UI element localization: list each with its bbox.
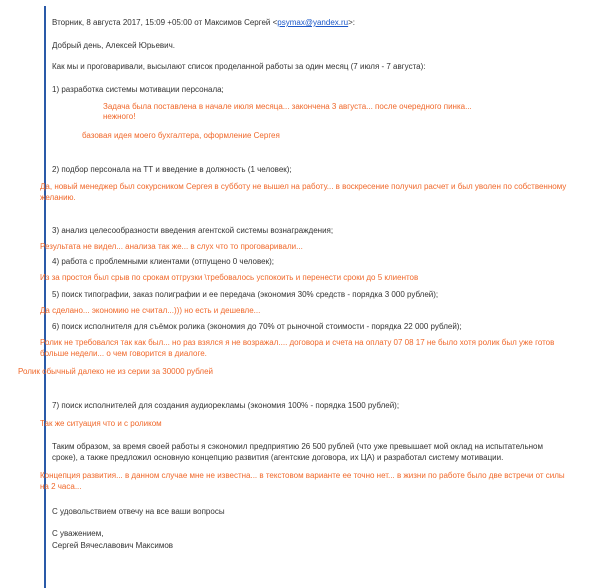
list-item-6: 6) поиск исполнителя для съёмок ролика (экономия до 70% от рыночной стоимости - порядка 22 000 рублей); [52,322,462,331]
list-item-5: 5) поиск типографии, заказ полиграфии и ее передача (экономия 30% средств - порядка 3 000 рублей); [52,290,439,299]
reply-item-6: Ролик не требовался так как был... но раз взялся я не возражал.... договора и счета на оплату 07 08 17 не было хотя ролик был уже готов больше недели... о чем говорится в диалоге. [40,338,555,358]
header-prefix: Вторник, 8 августа 2017, 15:09 +05:00 от Максимов Сергей < [52,18,278,27]
reply-item-1-line-2: нежного! [103,112,136,121]
signature-name: Сергей Вячеславович Максимов [52,541,174,550]
reply-item-1-line-3: базовая идея моего бухгалтера, оформление Сергея [82,131,280,140]
email-header [52,17,355,28]
inner-quote-bar [44,289,46,301]
reply-item-3: Результата не видел... анализа так же... в слух что то проговаривали... [40,242,303,251]
header-suffix: >: [348,18,356,27]
inner-quote-bar [44,437,46,467]
inner-quote-bar [44,321,46,333]
inner-quote-bar [44,164,46,176]
intro-text: Как мы и проговаривали, высылают список проделанной работы за один месяц (7 июля - 7 августа): [52,62,426,71]
reply-item-4: Из за простоя был срыв по срокам отгрузки \требовалось успокоить и перенести сроки до 5 клиентов [40,273,419,282]
summary-reply: Концепция развития... в данном случае мне не известна... в текстовом варианте ее точно нет... в жизни по работе было две встречи от силы на 2 часа... [40,471,565,491]
sender-email-link[interactable]: psymax@yandex.ru [277,18,349,27]
inner-quote-bar [44,225,46,237]
reply-item-2: Да, новый менеджер был сокурсником Сергея в субботу не вышел на работу... в воскресение получил расчет и был уволен по собственному желанию. [40,182,567,202]
greeting: Добрый день, Алексей Юрьевич. [52,41,176,50]
summary-paragraph: Таким образом, за время своей работы я сэкономил предприятию 26 500 рублей (что уже превышает мой оклад на испытательном сроке), а также предложил основную концепцию развития (агентские договора, их ЦА) и разработал систему мотивации. [52,442,543,462]
reply-item-6-extra: Ролик обычный далеко не из серии за 30000 рублей [18,367,213,376]
regards-text: С уважением, [52,529,104,538]
list-item-7: 7) поиск исполнителей для создания аудиорекламы (экономия 100% - порядка 1500 рублей); [52,401,400,410]
inner-quote-bar [44,256,46,268]
reply-item-5: Да сделано... экономию не считал...))) но есть и дешевле... [40,306,261,315]
reply-item-7: Так же ситуация что и с роликом [40,419,162,428]
list-item-4: 4) работа с проблемными клиентами (отпущено 0 человек); [52,257,274,266]
list-item-1: 1) разработка системы мотивации персонала; [52,85,224,94]
reply-item-1-line-1: Задача была поставлена в начале июля месяца... закончена 3 августа... после очередного пинка... [103,102,472,111]
list-item-3: 3) анализ целесообразности введения агентской системы вознаграждения; [52,226,334,235]
inner-quote-bar [44,400,46,412]
list-item-2: 2) подбор персонала на ТТ и введение в должность (1 человек); [52,165,292,174]
closing-text: С удовольствием отвечу на все ваши вопросы [52,507,225,516]
